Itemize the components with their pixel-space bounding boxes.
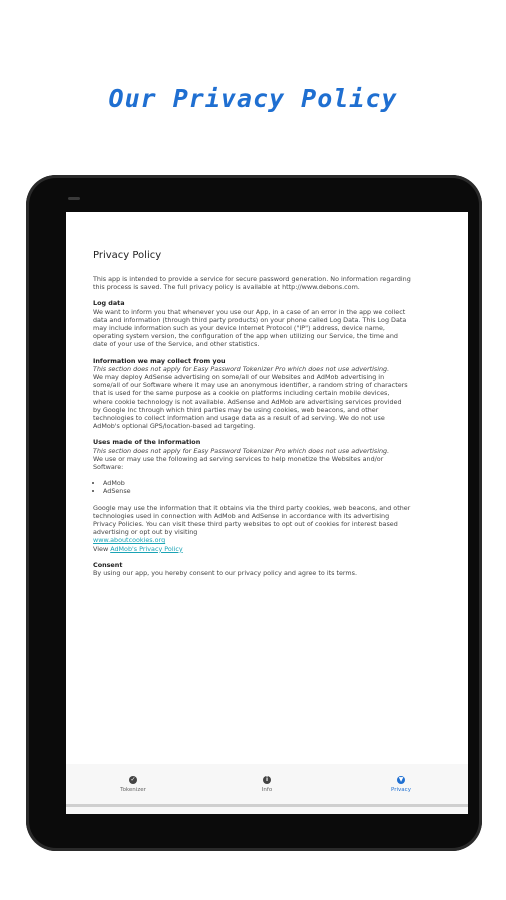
consent-text: By using our app, you hereby consent to our privacy policy and agree to its terms.	[93, 569, 357, 578]
privacy-shield-icon: ▼	[398, 775, 404, 783]
headline: Our Privacy Policy	[108, 84, 398, 113]
list-item: • AdSense	[103, 487, 411, 495]
bottom-navigation	[66, 764, 468, 804]
shield-icon: ✓	[130, 775, 136, 783]
collect-text: We may deploy AdSense advertising on some/all of our Websites and AdMob advertising in some/all of our Software where it may use an anonymous identifier, a random string of characters that is used for the same purpose as a cookie on platforms including certain mobile devices, where cookie technology is not available. AdSense and AdMob are advertising services provided by Google Inc through which third parties may be using cookies, web beacons, and other technologies to collect information and usage data as a result of ad serving. We do not use AdMob's optional GPS/location-based ad targeting.	[93, 373, 408, 431]
nav-item-privacy[interactable]	[361, 764, 441, 804]
policy-body	[93, 275, 411, 585]
divider	[66, 804, 468, 807]
google-text: Google may use the information that it obtains via the third party cookies, web beacons, and other technologies used in connection with AdMob and AdSense in accordance with its advertising Privacy Policies. You can visit these third party websites to opt out of cookies for interest based advertising or opt out by visiting	[93, 503, 411, 537]
uses-note: This section does not apply for Easy Password Tokenizer Pro which does not use advertising.	[93, 446, 390, 455]
nav-label-info: Info	[261, 786, 273, 793]
intro-text: This app is intended to provide a service for secure password generation. No information regarding this process is saved. The full privacy policy is available at http://www.debons.com.	[93, 275, 411, 292]
collect-note: This section does not apply for Easy Password Tokenizer Pro which does not use advertising.	[93, 364, 390, 373]
tablet-frame	[26, 175, 482, 851]
camera-icon	[68, 197, 80, 200]
nav-item-tokenizer[interactable]	[93, 764, 173, 804]
nav-item-info[interactable]	[227, 764, 307, 804]
uses-section	[93, 438, 411, 471]
admob-privacy-link[interactable]: AdMob's Privacy Policy	[110, 544, 183, 553]
services-list	[93, 479, 411, 495]
log-text: We want to inform you that whenever you use our App, in a case of an error in the app we collect data and information (through third party products) on your phone called Log Data. This Log Data may include information such as your device Internet Protocol ("IP") address, device name, operating system version, the configuration of the app when utilizing our Service, the time and date of your use of the Service, and other statistics.	[93, 307, 407, 349]
page-title: Privacy Policy	[93, 250, 162, 261]
google-section	[93, 504, 411, 553]
view-prefix: View	[93, 544, 109, 553]
info-icon: i	[263, 776, 271, 784]
uses-text: We use or may use the following ad serving services to help monetize the Websites and/or Software:	[93, 454, 384, 472]
nav-label-tokenizer: Tokenizer	[120, 786, 146, 793]
privacy-content[interactable]	[66, 212, 468, 764]
consent-heading: Consent	[93, 560, 123, 569]
list-item: • AdMob	[103, 479, 411, 487]
collect-section	[93, 357, 411, 431]
collect-heading: Information we may collect from you	[93, 356, 226, 365]
consent-section	[93, 561, 411, 577]
log-section	[93, 299, 411, 348]
nav-label-privacy: Privacy	[391, 786, 411, 793]
aboutcookies-link[interactable]: www.aboutcookies.org	[93, 536, 166, 545]
uses-heading: Uses made of the information	[93, 438, 201, 447]
tablet-screen	[66, 212, 468, 814]
log-heading: Log data	[93, 299, 125, 308]
